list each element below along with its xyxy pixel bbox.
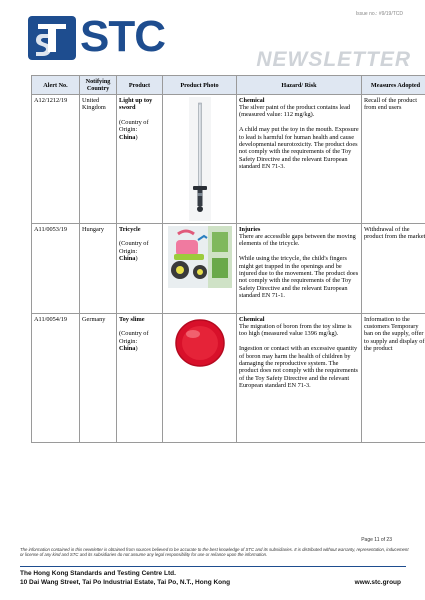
cell-country: United Kingdom (80, 95, 117, 224)
origin-label: (Country of Origin: (119, 118, 149, 134)
cell-measures: Recall of the product from end users (362, 95, 425, 224)
hazard-detail: While using the tricycle, the child's fingers might get trapped in the openings and be injured due to the movement. The product does not comply with the requirements of the Toy Safety Directive and the relevant European standard EN 71-1. (239, 255, 359, 300)
newsletter-title: NEWSLETTER (256, 48, 411, 71)
cell-hazard (237, 224, 362, 314)
company-address: 10 Dai Wang Street, Tai Po Industrial Estate, Tai Po, N.T., Hong Kong (20, 579, 231, 586)
hazard-description: The silver paint of the product contains lead (measured value: 112 mg/kg). (239, 103, 351, 119)
stc-logo-mark (28, 16, 76, 60)
website-link[interactable]: www.stc.group (354, 579, 401, 586)
brand-name: STC (80, 12, 165, 61)
cell-alert-no: A11/0053/19 (32, 224, 80, 314)
origin-close: ) (135, 255, 138, 263)
hazard-type: Chemical (239, 96, 265, 104)
header-measures: Measures Adopted (362, 76, 425, 95)
footer-divider (20, 566, 406, 567)
hazard-detail: Ingestion or contact with an excessive quantity of boron may harm the health of children by damaging the reproductive system. The product does not comply with the requirements of the Toy Safety Directive and the relevant European standard EN 71-3. (239, 345, 358, 390)
hazard-detail: A child may put the toy in the mouth. Exposure to lead is harmful for human health and cause developmental neurotoxicity. The product does not comply with the requirements of the Toy Safety Directive and the relevant European standard EN 71-3. (239, 126, 359, 171)
cell-country: Germany (80, 314, 117, 443)
table-header-row (32, 76, 425, 95)
tricycle-photo (168, 226, 232, 288)
header-hazard: Hazard/ Risk (237, 76, 362, 95)
table-row (32, 95, 425, 224)
hazard-type: Injuries (239, 225, 261, 233)
hazard-description: There are accessible gaps between the moving elements of the tricycle. (239, 232, 356, 248)
cell-product (117, 314, 163, 443)
product-name: Tricycle (119, 225, 141, 233)
cell-product (117, 224, 163, 314)
alerts-table (31, 75, 425, 443)
origin-country: China (119, 345, 136, 353)
cell-photo (163, 224, 237, 314)
origin-close: ) (135, 345, 138, 353)
header-country: Notifying Country (80, 76, 117, 95)
origin-label: (Country of Origin: (119, 330, 149, 345)
cell-alert-no: A12/1212/19 (32, 95, 80, 224)
cell-photo (163, 95, 237, 224)
disclaimer: The information contained in this newsletter is obtained from sources believed to be accurate to the best knowledge of STC and its subsidiaries. It is distributed without warranty, representation, inducement or license of any kind and STC and its subsidiaries do not assume any legal responsibility for use or reliance upon the information. (20, 547, 409, 558)
table-row (32, 224, 425, 314)
origin-country: China (119, 133, 136, 141)
cell-product (117, 95, 163, 224)
cell-measures: Withdrawal of the product from the market (362, 224, 425, 314)
cell-measures: Information to the customers Temporary ban on the supply, offer to supply and display of the product (362, 314, 425, 443)
header-photo: Product Photo (163, 76, 237, 95)
product-name: Toy slime (119, 315, 145, 323)
origin-close: ) (135, 133, 138, 141)
cell-hazard (237, 95, 362, 224)
hazard-description: The migration of boron from the toy slime is too high (measured value 1396 mg/kg). (239, 322, 352, 338)
company-name: The Hong Kong Standards and Testing Centre Ltd. (20, 570, 176, 577)
cell-country: Hungary (80, 224, 117, 314)
cell-hazard (237, 314, 362, 443)
toy-slime-photo (171, 316, 229, 368)
table-row (32, 314, 425, 443)
header-product: Product (117, 76, 163, 95)
cell-photo (163, 314, 237, 443)
product-name: Light up toy sword (119, 96, 153, 111)
issue-number: Issue no.: #9/19/TCD (355, 11, 403, 17)
header-alert-no: Alert No. (32, 76, 80, 95)
cell-alert-no: A11/0054/19 (32, 314, 80, 443)
toy-sword-photo (189, 97, 211, 221)
page-number: Page 11 of 23 (361, 537, 392, 543)
origin-country: China (119, 255, 136, 263)
hazard-type: Chemical (239, 315, 265, 323)
origin-label: (Country of Origin: (119, 240, 149, 255)
